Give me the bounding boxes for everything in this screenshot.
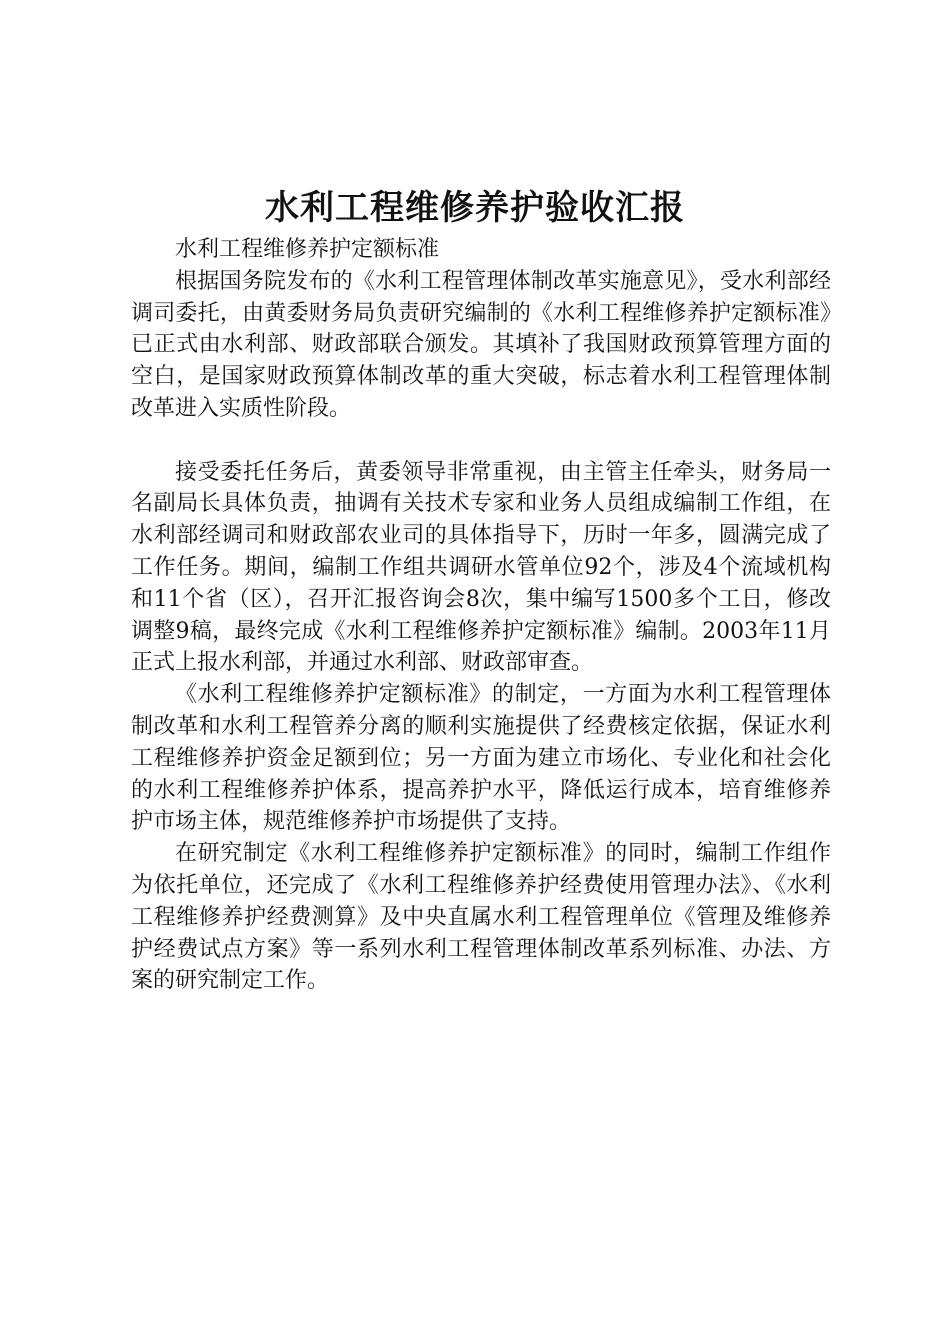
document-subtitle: 水利工程维修养护定额标准 bbox=[175, 237, 440, 262]
document-title: 水利工程维修养护验收汇报 bbox=[265, 188, 685, 228]
document-body bbox=[131, 234, 831, 997]
paragraph: 接受委托任务后，黄委领导非常重视，由主管主任牵头，财务局一名副局长具体负责，抽调有关技术专家和业务人员组成编制工作组，在水利部经调司和财政部农业司的具体指导下，历时一年多，圆满完成了工作任务。期间，编制工作组共调研水管单位92个，涉及4个流域机构和11个省（区），召开汇报咨询会8次，集中编写1500多个工日，修改调整9稿，最终完成《水利工程维修养护定额标准》编制。2003年11月正式上报水利部，并通过水利部、财政部审查。 bbox=[131, 459, 831, 676]
paragraph: 根据国务院发布的《水利工程管理体制改革实施意见》，受水利部经调司委托，由黄委财务局负责研究编制的《水利工程维修养护定额标准》已正式由水利部、财政部联合颁发。其填补了我国财政预算管理方面的空白，是国家财政预算体制改革的重大突破，标志着水利工程管理体制改革进入实质性阶段。 bbox=[131, 268, 831, 421]
paragraph: 《水利工程维修养护定额标准》的制定，一方面为水利工程管理体制改革和水利工程管养分离的顺利实施提供了经费核定依据，保证水利工程维修养护资金足额到位；另一方面为建立市场化、专业化和社会化的水利工程维修养护体系，提高养护水平，降低运行成本，培育维修养护市场主体，规范维修养护市场提供了支持。 bbox=[131, 682, 831, 835]
paragraph: 在研究制定《水利工程维修养护定额标准》的同时，编制工作组作为依托单位，还完成了《水利工程维修养护经费使用管理办法》、《水利工程维修养护经费测算》及中央直属水利工程管理单位《管理及维修养护经费试点方案》等一系列水利工程管理体制改革系列标准、办法、方案的研究制定工作。 bbox=[131, 841, 831, 994]
